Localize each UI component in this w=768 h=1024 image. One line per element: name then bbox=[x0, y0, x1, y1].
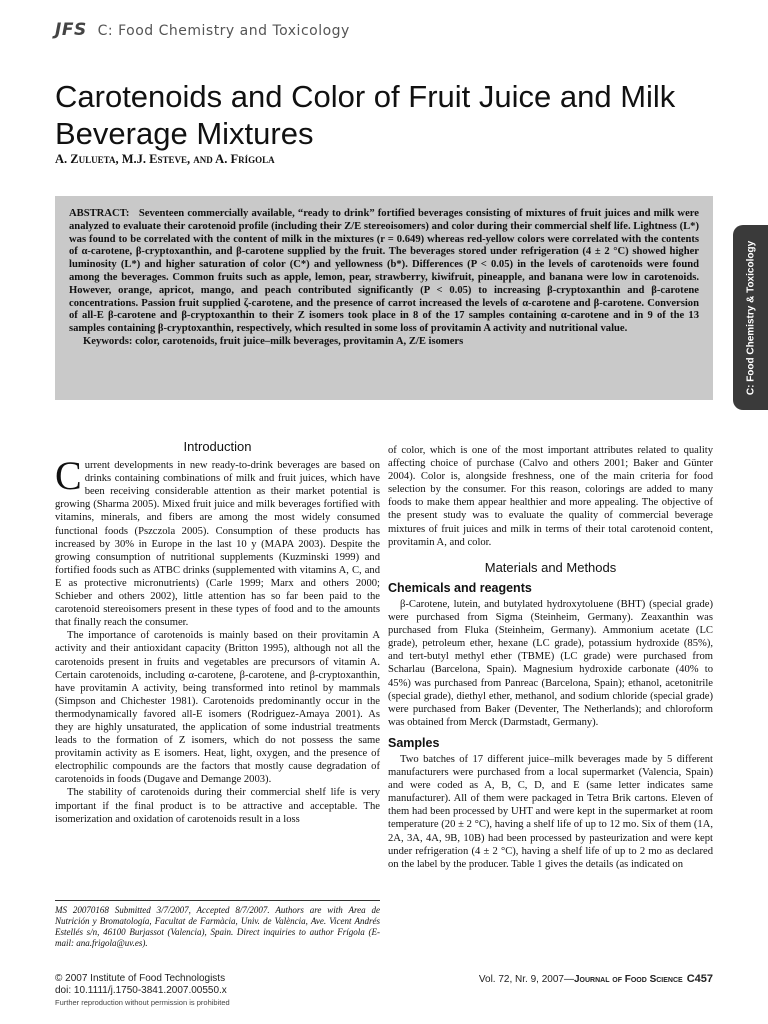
section-side-tab bbox=[733, 225, 768, 410]
footer-right bbox=[479, 973, 713, 985]
volume-info: Vol. 72, Nr. 9, 2007— bbox=[478, 974, 574, 985]
article-authors: A. Zulueta, M.J. Esteve, and A. Frígola bbox=[55, 152, 275, 166]
abstract-box bbox=[55, 196, 713, 400]
journal-name: Journal of Food Science bbox=[573, 974, 683, 985]
running-header bbox=[55, 20, 350, 40]
intro-paragraph-1-text: urrent developments in new ready-to-drink beverages are based on drinks containing combinations of milk and fruit juices, which have been receiving considerable attention as their market potential is growing (Sharma 2005). Mixed fruit juice and milk beverages fortified with vitamins, minerals, and fibers are among the most widely consumed functional foods (Pszczola 2005). Consumption of these products has increased by 30% in Europe in the last 10 y (MAPA 2003). Despite the growing consumption of nutritional supplements (Kuzminski 1999) and fortified foods such as ATBC drinks (supplemented with vitamins A, C, and E as protective micronutrients) (Carle 1999; Marx and others 2000; Schieber and others 2002), little attention has so far been paid to the carotenoid stereoisomers present in these types of food and to the amounts that finally reach the consumer. bbox=[55, 460, 380, 629]
abstract-text: Seventeen commercially available, “ready to drink” fortified beverages consisting of mixtures of fruit juices and milk were analyzed to evaluate their carotenoid profile (including their Z/E stereoisomers) and color during their commercial shelf life. Lightness (L*) was found to be correlated with the content of milk in the mixtures (r = 0.649) whereas red-yellow colors were correlated with the contents of α-carotene, β-cryptoxanthin, and β-carotene supplied by the fruit. The beverages stored under refrigeration (4 ± 2 °C) showed higher luminosity (L*) and higher saturation of color (C*) and yellowness (b*). Differences (P < 0.05) in the levels of carotenoids were found among the beverages. Common fruits such as apple, lemon, pear, strawberry, kiwifruit, pineapple, and banana were low in carotenoids. However, orange, apricot, mango, and peach contributed significantly (P < 0.05) to increasing β-cryptoxanthin and β-carotene concentrations. Passion fruit supplied ζ-carotene, and the presence of carrot increased the levels of α-carotene and β-carotene. Conversion of all-E β-carotene and β-cryptoxanthin to their Z isomers took place in 8 of the 17 samples containing α-carotene and in 9 of the 13 samples containing β-cryptoxanthin, respectively, which resulted in some loss of provitamin A activity and nutritional value. bbox=[69, 208, 699, 335]
copyright-line: © 2007 Institute of Food Technologists bbox=[55, 973, 226, 984]
samples-paragraph: Two batches of 17 different juice–milk beverages made by 5 different manufacturers were purchased from a local supermarket (Valencia, Spain) and were coded as A, B, C, D, and E (same letter indicates same manufacturer). All of them were packaged in Tetra Brik cartons. Eleven of them had been processed by UHT and were kept in the supermarket at room temperature (20 ± 2 °C), having a shelf life of up to 12 mo. Six of them (1A, 2A, 3A, 4A, 9B, 10B) had been processed by pasteurization and were kept under refrigeration (4 ± 2 °C), having a shelf life of up to 2 mo as declared on the label by the producer. Table 1 gives the details (as indicated on bbox=[388, 753, 713, 870]
introduction-heading: Introduction bbox=[183, 439, 252, 454]
intro-paragraph-3: The stability of carotenoids during their commercial shelf life is very important if the final product is to be attractive and acceptable. The isomerization and oxidation of carotenoids result in a loss bbox=[55, 787, 380, 825]
intro-continuation: of color, which is one of the most important attributes related to quality affecting choice of purchase (Calvo and others 2001; Baker and Günter 2004). Color is, alongside freshness, one of the main criteria for food selection by the consumer. For this reason, colorings are added to many foods to make them appear healthier and more appealing. The objective of the present study was to evaluate the quality of commercial beverage mixtures of fruit juices and milk in terms of their total carotenoid content, provitamin A, and color. bbox=[388, 445, 713, 548]
page-number: C457 bbox=[686, 973, 713, 985]
chemicals-paragraph: β-Carotene, lutein, and butylated hydroxytoluene (BHT) (special grade) were purchased from Sigma (Steinheim, Germany). Zeaxanthin was purchased from Fluka (Steinheim, Germany). Ammonium acetate (LC grade), petroleum ether, hexane (LC grade), potassium hydroxide (85%), and tert-butyl methyl ether (TBME) (LC grade) were purchased from Scharlau (Barcelona, Spain). Magnesium hydroxide carbonate (40% to 45%) was purchased from Panreac (Barcelona, Spain); ethanol, acetonitrile (special grade), diethyl ether, methanol, and sodium chloride (special grade) were purchased from Baker (Deventer, The Netherlands); and chloroform was obtained from Merck (Darmstadt, Germany). bbox=[388, 598, 713, 728]
intro-paragraph-2: The importance of carotenoids is mainly based on their provitamin A activity and their antioxidant capacity (Britton 1995), although not all the carotenoids present in fruits and vegetables are precursors of vitamin A. Certain carotenoids, including α-carotene, β-carotene, and β-cryptoxanthin, have provitamin A activity, being transformed into retinol by mammals (Simpson and Chichester 1981). Carotenoids predominantly occur in the thermodynamically favored all-E isomers (Rodriguez-Amaya 2001). As they are highly unsaturated, the application of some industrial treatments leads to the formation of Z isomers, which do not possess the same provitamin activity as E isomers. Heat, light, oxygen, and the presence of electrophilic compounds are the factors that mostly cause degradation of carotenoids in foods (Dugave and Demange 2003). bbox=[55, 630, 380, 786]
abstract-label: ABSTRACT: bbox=[69, 208, 130, 219]
left-column bbox=[55, 440, 380, 826]
journal-abbreviation: JFS bbox=[55, 20, 87, 40]
article-title: Carotenoids and Color of Fruit Juice and Milk Beverage Mixtures bbox=[55, 79, 676, 151]
abstract-paragraph bbox=[69, 208, 699, 336]
drop-cap: C bbox=[55, 453, 82, 499]
footer-left bbox=[55, 973, 230, 1009]
methods-heading: Materials and Methods bbox=[484, 559, 617, 575]
samples-heading: Samples bbox=[388, 735, 440, 750]
right-column bbox=[388, 444, 713, 871]
side-tab-label: C: Food Chemistry & Toxicology bbox=[745, 240, 756, 395]
doi-line: doi: 10.1111/j.1750-3841.2007.00550.x bbox=[55, 985, 227, 996]
manuscript-note: MS 20070168 Submitted 3/7/2007, Accepted 8/7/2007. Authors are with Area de Nutrición y Bromatología, Facultat de Farmàcia, Univ. de València, Ave. Vicent Andrés Estellés s/n, 46100 Burjassot (Valencia), Spain. Direct inquiries to author Frígola (E-mail: ana.frigola@uv.es). bbox=[55, 900, 380, 949]
intro-paragraph-1 bbox=[55, 453, 380, 629]
chemicals-heading: Chemicals and reagents bbox=[388, 580, 532, 595]
reproduction-notice: Further reproduction without permission is prohibited bbox=[55, 998, 230, 1007]
abstract-keywords: Keywords: color, carotenoids, fruit juice–milk beverages, provitamin A, Z/E isomers bbox=[83, 335, 464, 347]
journal-section: C: Food Chemistry and Toxicology bbox=[97, 23, 350, 39]
